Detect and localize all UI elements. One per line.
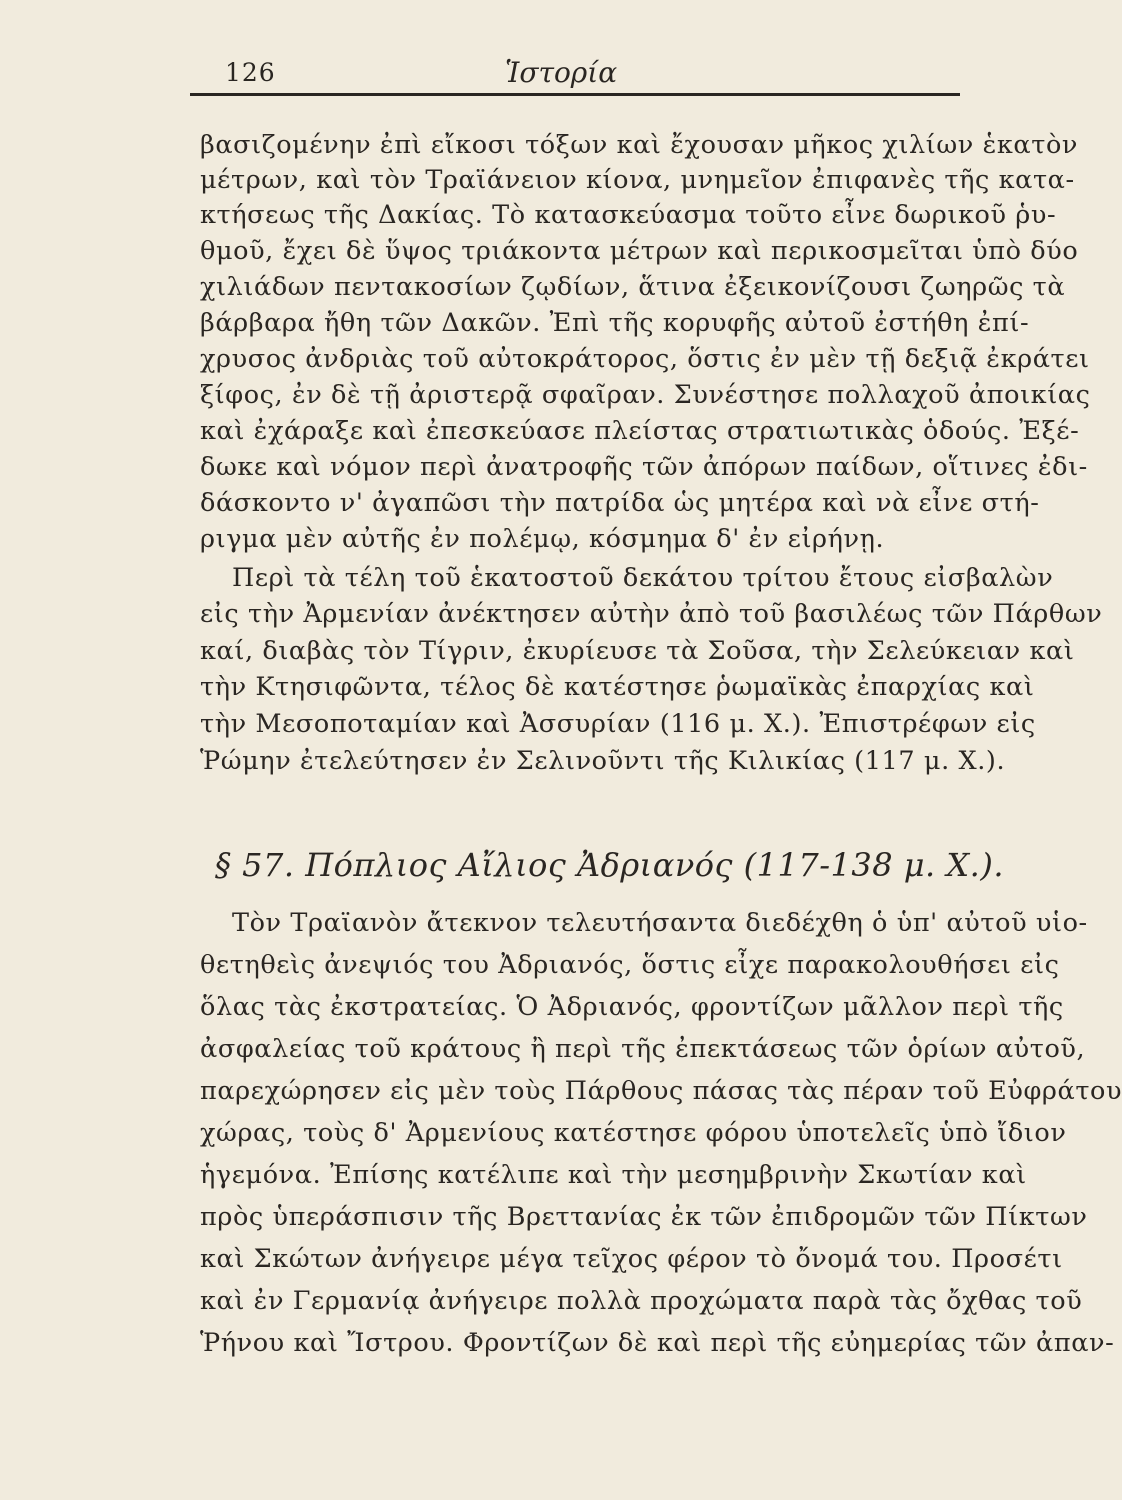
text-line: Τὸν Τραϊανὸν ἄτεκνον τελευτήσαντα διεδέχθη ὁ ὑπ' αὐτοῦ υἱο- [232,908,1088,938]
text-line: θμοῦ, ἔχει δὲ ὕψος τριάκοντα μέτρων καὶ περικοσμεῖται ὑπὸ δύο [200,236,1079,266]
header-rule [190,93,960,96]
text-line: Ῥήνου καὶ Ἴστρου. Φροντίζων δὲ καὶ περὶ τῆς εὐημερίας τῶν ἀπαν- [200,1328,1115,1358]
text-line: βάρβαρα ἤθη τῶν Δακῶν. Ἐπὶ τῆς κορυφῆς αὐτοῦ ἐστήθη ἐπί- [200,308,1030,338]
text-line: Ῥώμην ἐτελεύτησεν ἐν Σελινοῦντι τῆς Κιλικίας (117 μ. Χ.). [200,746,1006,776]
text-line: πρὸς ὑπεράσπισιν τῆς Βρεττανίας ἐκ τῶν ἐπιδρομῶν τῶν Πίκτων [200,1202,1088,1232]
text-line: τὴν Κτησιφῶντα, τέλος δὲ κατέστησε ῥωμαϊκὰς ἐπαρχίας καὶ [200,672,1035,702]
text-line: καὶ ἐν Γερμανίᾳ ἀνήγειρε πολλὰ προχώματα παρὰ τὰς ὄχθας τοῦ [200,1286,1083,1316]
text-line: καὶ ἐχάραξε καὶ ἐπεσκεύασε πλείστας στρατιωτικὰς ὁδούς. Ἐξέ- [200,416,1080,446]
text-line: ριγμα μὲν αὐτῆς ἐν πολέμῳ, κόσμημα δ' ἐν εἰρήνῃ. [200,524,885,554]
text-line: χιλιάδων πεντακοσίων ζῳδίων, ἅτινα ἐξεικονίζουσι ζωηρῶς τὰ [200,272,1066,302]
section-heading: § 57. Πόπλιος Αἴλιος Ἀδριανός (117-138 μ. Χ.). [215,846,1004,884]
text-line: Περὶ τὰ τέλη τοῦ ἑκατοστοῦ δεκάτου τρίτου ἔτους εἰσβαλὼν [232,563,1054,593]
text-line: τὴν Μεσοποταμίαν καὶ Ἀσσυρίαν (116 μ. Χ.). Ἐπιστρέφων εἰς [200,709,1036,739]
text-line: δάσκοντο ν' ἀγαπῶσι τὴν πατρίδα ὡς μητέρα καὶ νὰ εἶνε στή- [200,488,1040,518]
text-line: παρεχώρησεν εἰς μὲν τοὺς Πάρθους πάσας τὰς πέραν τοῦ Εὐφράτου [200,1076,1122,1106]
text-line: χρυσος ἀνδριὰς τοῦ αὐτοκράτορος, ὅστις ἐν μὲν τῇ δεξιᾷ ἐκράτει [200,344,1090,374]
text-line: εἰς τὴν Ἀρμενίαν ἀνέκτησεν αὐτὴν ἀπὸ τοῦ βασιλέως τῶν Πάρθων [200,599,1103,629]
text-line: χώρας, τοὺς δ' Ἀρμενίους κατέστησε φόρου ὑποτελεῖς ὑπὸ ἴδιον [200,1118,1067,1148]
page-number: 126 [225,58,276,87]
text-line: ἡγεμόνα. Ἐπίσης κατέλιπε καὶ τὴν μεσημβρινὴν Σκωτίαν καὶ [200,1160,1027,1190]
running-title: Ἱστορία [505,56,618,89]
text-line: μέτρων, καὶ τὸν Τραϊάνειον κίονα, μνημεῖον ἐπιφανὲς τῆς κατα- [200,165,1075,195]
text-line: βασιζομένην ἐπὶ εἴκοσι τόξων καὶ ἔχουσαν μῆκος χιλίων ἑκατὸν [200,130,1078,160]
text-line: ἀσφαλείας τοῦ κράτους ἢ περὶ τῆς ἐπεκτάσεως τῶν ὁρίων αὐτοῦ, [200,1034,1086,1064]
text-line: καί, διαβὰς τὸν Τίγριν, ἐκυρίευσε τὰ Σοῦσα, τὴν Σελεύκειαν καὶ [200,636,1075,666]
text-line: ξίφος, ἐν δὲ τῇ ἀριστερᾷ σφαῖραν. Συνέστησε πολλαχοῦ ἀποικίας [200,380,1091,410]
text-line: κτήσεως τῆς Δακίας. Τὸ κατασκεύασμα τοῦτο εἶνε δωρικοῦ ῥυ- [200,200,1057,230]
text-line: θετηθεὶς ἀνεψιός του Ἀδριανός, ὅστις εἶχε παρακολουθήσει εἰς [200,950,1060,980]
text-line: ὅλας τὰς ἐκστρατείας. Ὁ Ἀδριανός, φροντίζων μᾶλλον περὶ τῆς [200,992,1064,1022]
text-line: δωκε καὶ νόμον περὶ ἀνατροφῆς τῶν ἀπόρων παίδων, οἵτινες ἐδι- [200,452,1088,482]
text-line: καὶ Σκώτων ἀνήγειρε μέγα τεῖχος φέρον τὸ ὄνομά του. Προσέτι [200,1244,1063,1274]
